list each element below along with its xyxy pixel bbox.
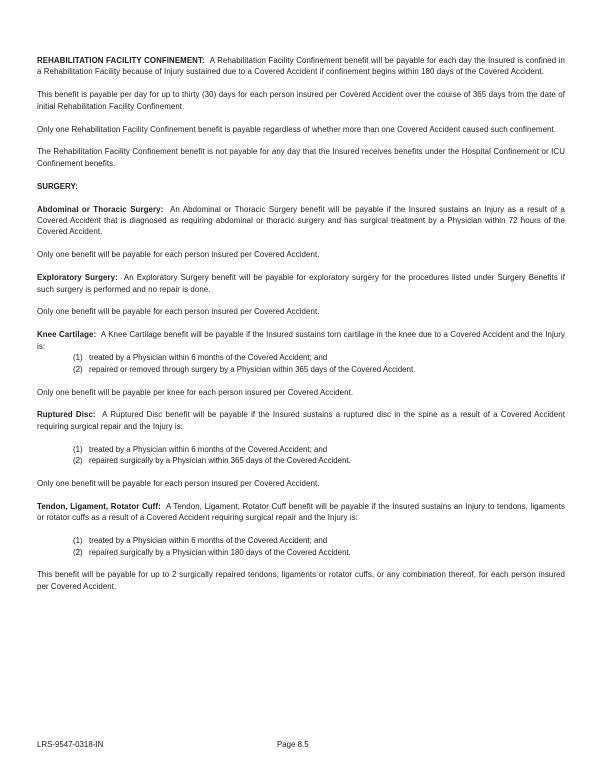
paragraph-ruptured-disc-note [37, 478, 565, 489]
list-item-text: repaired surgically by a Physician within 365 days of the Covered Accident. [89, 456, 351, 466]
list-item [73, 364, 565, 375]
list-item [73, 352, 565, 363]
list-item-text: repaired surgically by a Physician within 180 days of the Covered Accident. [89, 547, 351, 557]
paragraph-body: Only one benefit will be payable for each person insured per Covered Accident. [37, 250, 320, 260]
paragraph-tendon-ligament-rotator-cuff [37, 501, 565, 524]
paragraph-tendon-ligament-note [37, 569, 565, 592]
footer-page-number: Page 8.5 [277, 740, 309, 749]
paragraph-body: Only one benefit will be payable for each person insured per Covered Accident. [37, 478, 320, 488]
paragraph-abdominal-or-thoracic-surgery [37, 204, 565, 238]
paragraph-knee-cartilage [37, 329, 565, 352]
paragraph-rehab-only-one-benefit [37, 124, 565, 135]
paragraph-exploratory-surgery [37, 272, 565, 295]
list-item [73, 535, 565, 546]
paragraph-lead-label: Exploratory Surgery: [37, 273, 118, 283]
paragraph-knee-cartilage-note [37, 387, 565, 398]
paragraph-body: This benefit will be payable for up to 2 surgically repaired tendons, ligaments or rotator cuffs, or any combination thereof, for each person insured per Covered Accident. [37, 570, 565, 591]
paragraph-ruptured-disc [37, 409, 565, 432]
paragraph-lead-label: REHABILITATION FACILITY CONFINEMENT: [37, 56, 205, 65]
paragraph-body: A Tendon, Ligament, Rotator Cuff benefit will be payable if the Insured sustains an Injury to tendons, ligaments or rotator cuffs as a result of a Covered Accident requiring surgical repair and the Injury is: [37, 501, 565, 523]
paragraph-exploratory-note [37, 306, 565, 317]
paragraph-abdominal-note [37, 249, 565, 260]
section-heading-surgery: SURGERY: [37, 181, 78, 191]
list-tendon-ligament-conditions [37, 535, 565, 558]
footer-document-id: LRS-9547-0318-IN [37, 740, 104, 749]
list-item [73, 444, 565, 455]
list-item [73, 455, 565, 466]
list-knee-cartilage-conditions [37, 352, 565, 375]
list-item-marker: (1) [73, 353, 83, 363]
list-item-marker: (1) [73, 444, 83, 454]
list-item-marker: (2) [73, 364, 83, 374]
paragraph-body: Only one benefit will be payable for each person insured per Covered Accident. [37, 307, 320, 317]
paragraph-lead-label: Tendon, Ligament, Rotator Cuff: [37, 501, 161, 511]
paragraph-body: The Rehabilitation Facility Confinement benefit is not payable for any day that the Insured receives benefits under the Hospital Confinement or ICU Confinement benefits. [37, 147, 565, 168]
list-ruptured-disc-conditions [37, 444, 565, 467]
paragraph-body: An Abdominal or Thoracic Surgery benefit will be payable if the Insured sustains an Injury as a result of a Covered Accident that is diagnosed as requiring abdominal or thoracic surgery and has surgical treatment by a Physician within 72 hours of the Covered Accident. [37, 204, 565, 237]
paragraph-body: A Rehabilitation Facility Confinement benefit will be payable for each day the Insured is confined in a Rehabilitation Facility because of Injury sustained due to a Covered Accident if confinement begins within 180 days of the Covered Accident. [37, 56, 565, 77]
paragraph-lead-label: Ruptured Disc: [37, 410, 96, 420]
paragraph-body: An Exploratory Surgery benefit will be payable for exploratory surgery for the procedures listed under Surgery Benefits if such surgery is performed and no repair is done. [37, 273, 565, 294]
list-item-text: treated by a Physician within 6 months of the Covered Accident; and [89, 353, 328, 363]
paragraph-lead-label: Knee Cartilage: [37, 330, 97, 340]
spacer [37, 432, 565, 443]
paragraph-body: Only one benefit will be payable per knee for each person insured per Covered Accident. [37, 387, 354, 397]
list-item-text: repaired or removed through surgery by a Physician within 365 days of the Covered Accident. [89, 364, 416, 374]
list-item-text: treated by a Physician within 6 months of the Covered Accident; and [89, 536, 328, 546]
spacer [37, 524, 565, 535]
list-item-text: treated by a Physician within 6 months of the Covered Accident; and [89, 444, 328, 454]
list-item-marker: (1) [73, 536, 83, 546]
paragraph-rehab-not-payable [37, 146, 565, 169]
paragraph-body: A Ruptured Disc benefit will be payable if the Insured sustains a ruptured disc in the spine as a result of a Covered Accident requiring surgical repair and the Injury is: [37, 410, 565, 431]
list-item [73, 547, 565, 558]
paragraph-body: Only one Rehabilitation Facility Confinement benefit is payable regardless of whether more than one Covered Accident caused such confinement. [37, 124, 557, 134]
paragraph-lead-label: Abdominal or Thoracic Surgery: [37, 204, 164, 214]
list-item-marker: (2) [73, 547, 83, 557]
paragraph-rehab-payable-per-day [37, 89, 565, 112]
paragraph-body: This benefit is payable per day for up to thirty (30) days for each person insured per Covered Accident over the course of 365 days from the date of initial Rehabilitation Facility Confinement. [37, 90, 565, 111]
paragraph-rehab-facility-confinement [37, 55, 565, 78]
paragraph-body: A Knee Cartilage benefit will be payable if the Insured sustains torn cartilage in the knee due to a Covered Accident and the Injury is: [37, 330, 565, 351]
list-item-marker: (2) [73, 456, 83, 466]
